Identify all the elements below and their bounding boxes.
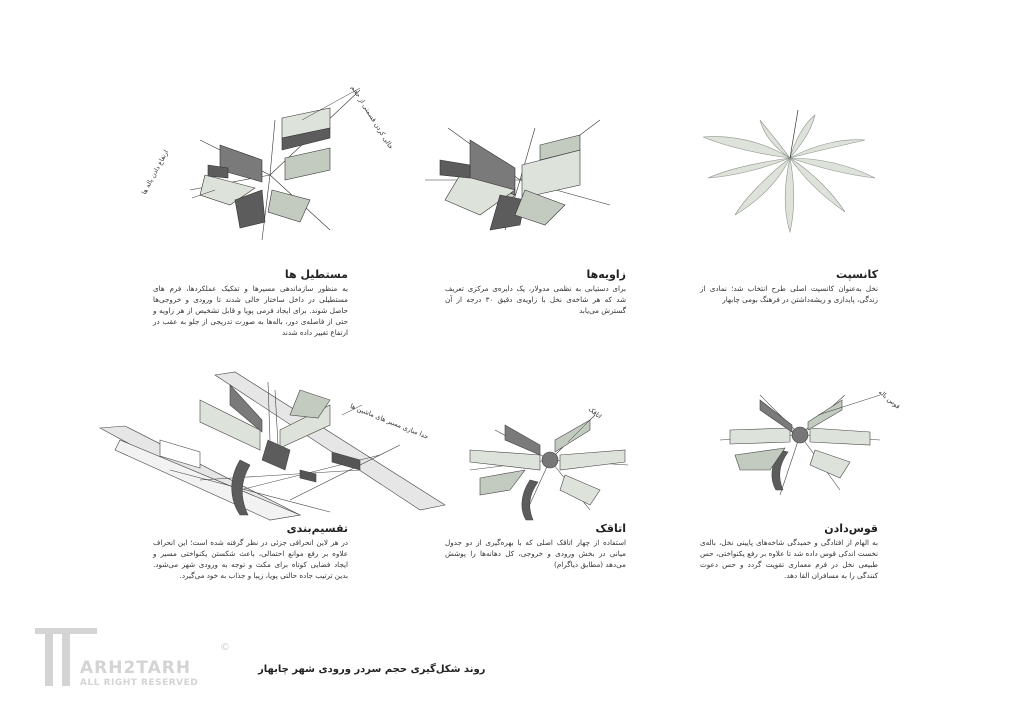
angles-text: برای دستیابی به نظمی مدولار، یک دایره‌ی مرکزی تعریف شد که هر شاخه‌ی نخل با زاویه‌ی دقیق ۳۰ درجه از آن گسترش می‌یابد <box>445 284 626 315</box>
concept-text: نخل به‌عنوان کانسپت اصلی طرح انتخاب شد؛ نمادی از زندگی، پایداری و ریشه‌داشتن در فرهنگ بومی چابهار <box>700 284 878 304</box>
watermark-subtitle: ALL RIGHT RESERVED <box>80 678 199 688</box>
arching-drawing <box>720 395 880 495</box>
arch-leader-line <box>818 395 880 415</box>
arching-text: به الهام از افتادگی و خمیدگی شاخه‌های پایینی نخل، باله‌ی نخست اندکی قوس داده شد تا علاوه بر رفع یکنواختی، حس طبیعی نخل در فرم معماری تقویت گردد و حس دعوت کنندگی را به مسافران القا دهد. <box>700 538 878 580</box>
concept-title: کانسپت <box>836 268 878 281</box>
zoning-drawing <box>100 372 445 520</box>
arching-title: قوس‌دادن <box>824 522 878 535</box>
rectangles-title: مستطیل ها <box>284 268 348 281</box>
arch-annotation: قوس باله <box>876 388 902 411</box>
rectangles-drawing <box>190 90 360 240</box>
rectangles-text: به منظور سازماندهی مسیرها و تفکیک عملکردها، فرم های مستطیلی در داخل ساختار خالی شدند تا ورودی و خروجی‌ها حاصل شوند. برای ایجاد فرمی پویا و قابل تشخیص از هر زاویه و حتی از فاصله‌ی دور، باله‌ها به صورت تدریجی از جلو به عقب در ارتفاع تغییر داده شدند <box>153 284 348 337</box>
cabin-title: اتاقک <box>595 522 626 535</box>
cabin-text: استفاده از چهار اتاقک اصلی که با بهره‌گیری از دو جدول میانی در بخش ورودی و خروجی، کل دهانه‌ها را پوشش می‌دهد (مطابق دیاگرام) <box>445 538 626 569</box>
watermark-name: ARH2TARH <box>80 658 192 678</box>
cabin-annotation: اتاقک <box>586 405 604 421</box>
angles-drawing <box>425 120 610 230</box>
separate-lanes-annotation: جدا سازی مسیر های ماشین ها <box>349 402 430 441</box>
void-annotation: خالی کردن قسمتی از حجم <box>349 84 395 151</box>
cabin-drawing <box>470 415 628 520</box>
angles-title: زاویه‌ها <box>586 268 626 281</box>
zoning-title: تقسیم‌بندی <box>286 522 348 535</box>
raise-fins-annotation: ارتفاع دادن باله ها <box>140 148 171 196</box>
cabin-leader-line <box>568 415 595 442</box>
footer-caption: روند شکل‌گیری حجم سردر ورودی شهر چابهار <box>258 664 486 675</box>
watermark-copyright: © <box>220 642 230 653</box>
zoning-text: در هر لاین انحرافی جزئی در نظر گرفته شده است؛ این انحراف علاوه بر رفع موانع احتمالی، باعث شکستن یکنواختی مسیر و ایجاد فضایی کوتاه برای مکث و توجه به ورودی شهر می‌شود. بدین ترتیب جاده حالتی پویا، زیبا و جذاب به خود می‌گیرد. <box>153 538 348 580</box>
concept-palm-drawing <box>703 115 875 232</box>
